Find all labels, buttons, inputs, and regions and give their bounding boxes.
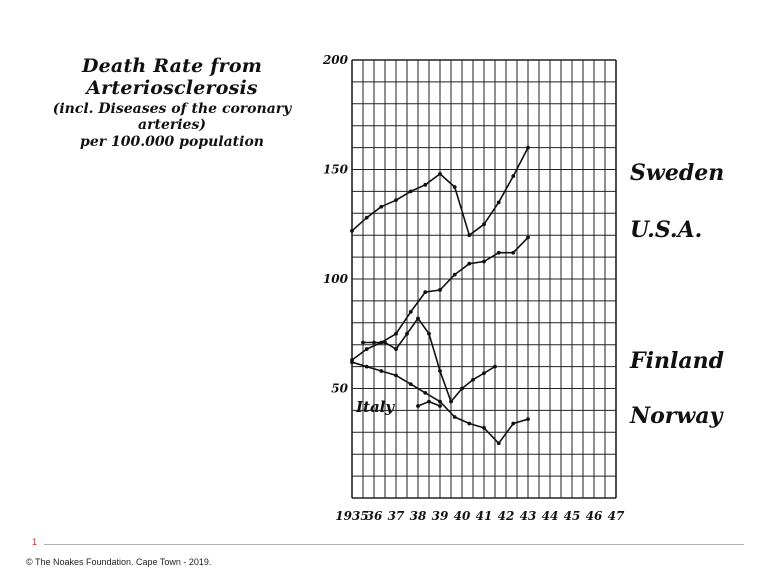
data-point [467,262,471,266]
data-point [471,378,475,382]
data-point [379,369,383,373]
data-point [453,273,457,277]
x-tick-label: 36 [365,509,383,523]
data-point [467,233,471,237]
data-point [394,198,398,202]
data-point [365,216,369,220]
y-tick-label: 200 [322,53,348,67]
data-point [365,365,369,369]
data-point [438,288,442,292]
data-point [511,422,515,426]
data-point [427,400,431,404]
data-point [511,174,515,178]
data-point [497,441,501,445]
data-point [438,369,442,373]
x-tick-label: 46 [585,509,603,523]
data-point [394,332,398,336]
data-point [482,260,486,264]
x-tick-label: 47 [607,509,625,523]
x-tick-label: 43 [519,509,537,523]
x-tick-label: 45 [563,509,581,523]
x-tick-label: 37 [387,509,405,523]
data-point [438,404,442,408]
x-tick-label: 41 [475,509,493,523]
data-point [379,205,383,209]
chart-subtitle-line2: per 100.000 population [80,134,264,150]
data-point [482,222,486,226]
x-tick-label: 39 [431,509,449,523]
data-point [497,251,501,255]
series-label-finland: Finland [630,348,724,375]
data-point [409,310,413,314]
footer-divider [44,544,744,545]
data-point [526,417,530,421]
data-point [350,229,354,233]
series-label-norway: Norway [630,402,723,429]
data-point [409,382,413,386]
data-point [372,341,376,345]
data-point [497,200,501,204]
y-axis-ticks [322,53,349,396]
data-point [394,347,398,351]
data-point [467,422,471,426]
chart-title: Death Rate from Arteriosclerosis [81,55,263,99]
data-point [482,426,486,430]
data-point [453,415,457,419]
x-tick-label: 38 [409,509,427,523]
data-point [460,387,464,391]
x-axis-ticks [335,509,625,523]
data-point [416,404,420,408]
data-point [449,400,453,404]
data-point [423,183,427,187]
data-point [453,185,457,189]
data-point [394,373,398,377]
data-point [361,341,365,345]
data-point [365,347,369,351]
data-point [482,371,486,375]
chart-grid [352,60,616,498]
data-point [493,365,497,369]
y-tick-label: 100 [322,272,348,286]
x-tick-label: 42 [497,509,515,523]
data-point [438,400,442,404]
data-point [423,290,427,294]
data-point [427,332,431,336]
data-point [409,190,413,194]
series-label-sweden: Sweden [630,159,725,186]
data-point [350,360,354,364]
chart-subtitle-line1: (incl. Diseases of the coronary arteries) [52,101,292,133]
y-tick-label: 50 [331,381,348,396]
x-tick-label: 1935 [335,509,369,523]
copyright-text: © The Noakes Foundation. Cape Town - 2019. [26,557,212,567]
x-tick-label: 40 [453,509,471,523]
data-point [511,251,515,255]
series-label-italy: Italy [356,398,395,417]
data-point [526,146,530,150]
series-label-usa: U.S.A. [630,216,703,243]
y-tick-label: 150 [322,162,348,177]
data-point [423,391,427,395]
data-point [526,235,530,239]
data-point [405,332,409,336]
x-tick-label: 44 [541,509,559,523]
data-point [438,172,442,176]
data-point [416,317,420,321]
page-number: 1 [32,537,38,547]
data-point [383,341,387,345]
